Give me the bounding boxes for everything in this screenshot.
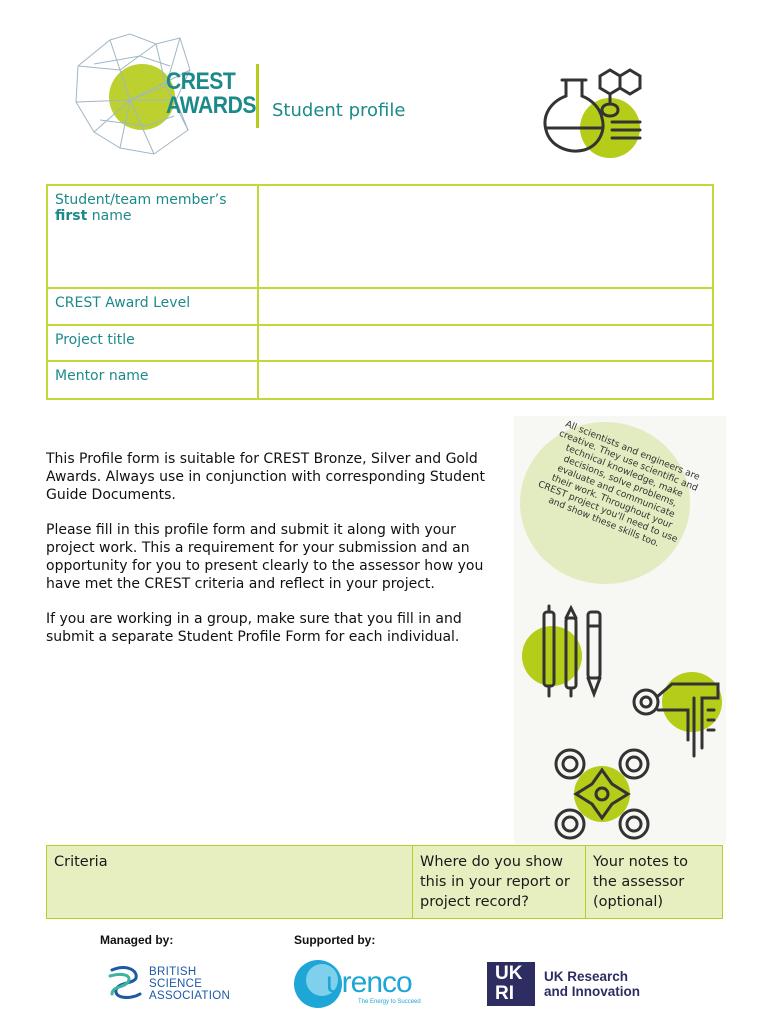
urenco-logo [292, 958, 424, 1010]
urenco-tagline: The Energy to Succeed [358, 999, 421, 1005]
flask-chemistry-icon [540, 62, 648, 162]
side-illustration-panel [514, 416, 726, 844]
logo-line-2: AWARDS [166, 92, 257, 119]
ukri-line-1: UK Research [544, 969, 629, 984]
intro-text [46, 450, 506, 663]
award-level-label: CREST Award Level [47, 288, 258, 325]
award-level-field[interactable] [258, 288, 713, 325]
bsa-mark-icon [106, 962, 146, 1002]
notes-column-header: Your notes to the assessor (optional) [586, 846, 723, 919]
table-header-row [47, 846, 723, 919]
urenco-wordmark: urenco [326, 966, 412, 999]
skills-bubble-text: All scientists and engineers are creative. They use scientific and technical knowledge, make decisions, solve problems, evaluate and communicate their work. Throughout your CREST project you'll need to use and show these skills too. [536, 418, 702, 550]
evidence-column-header: Where do you show this in your report or project record? [413, 846, 586, 919]
ukri-logo [487, 962, 657, 1008]
supported-by-label: Supported by: [294, 933, 376, 947]
criteria-table [46, 845, 723, 919]
intro-paragraph-3: If you are working in a group, make sure that you fill in and submit a separate Student Profile Form for each individual. [46, 611, 462, 645]
page-subtitle: Student profile [272, 100, 406, 121]
logo-divider [256, 64, 259, 128]
drone-icon [552, 748, 652, 840]
table-row [47, 185, 713, 288]
intro-paragraph-1: This Profile form is suitable for CREST Bronze, Silver and Gold Awards. Always use in conjunction with corresponding Student Guide Documents. [46, 451, 486, 503]
logo-line-1: CREST [166, 68, 236, 95]
project-title-field[interactable] [258, 325, 713, 361]
first-emphasis: first [55, 208, 88, 224]
intro-paragraph-2: Please fill in this profile form and submit it along with your project work. This a requirement for your submission and an opportunity for you to present clearly to the assessor how you have met the CREST criteria and reflect in your project. [46, 522, 484, 592]
first-name-label: Student/team member’s first name [47, 185, 258, 288]
pens-tools-icon [520, 604, 610, 700]
table-row [47, 361, 713, 399]
criteria-column-header: Criteria [47, 846, 413, 919]
mentor-name-field[interactable] [258, 361, 713, 399]
managed-by-label: Managed by: [100, 933, 174, 947]
ukri-mark-icon: UK RI [487, 962, 535, 1006]
table-row [47, 288, 713, 325]
skills-bubble [520, 418, 702, 584]
bsa-line-2: SCIENCE [149, 978, 203, 990]
project-title-label: Project title [47, 325, 258, 361]
bsa-line-1: BRITISH [149, 966, 197, 978]
first-name-field[interactable] [258, 185, 713, 288]
bsa-line-3: ASSOCIATION [149, 990, 231, 1002]
british-science-association-logo [106, 962, 236, 1006]
crest-awards-logo [70, 30, 430, 165]
mentor-name-label: Mentor name [47, 361, 258, 399]
table-row [47, 325, 713, 361]
student-info-table [46, 184, 714, 400]
ukri-line-2: and Innovation [544, 984, 640, 999]
